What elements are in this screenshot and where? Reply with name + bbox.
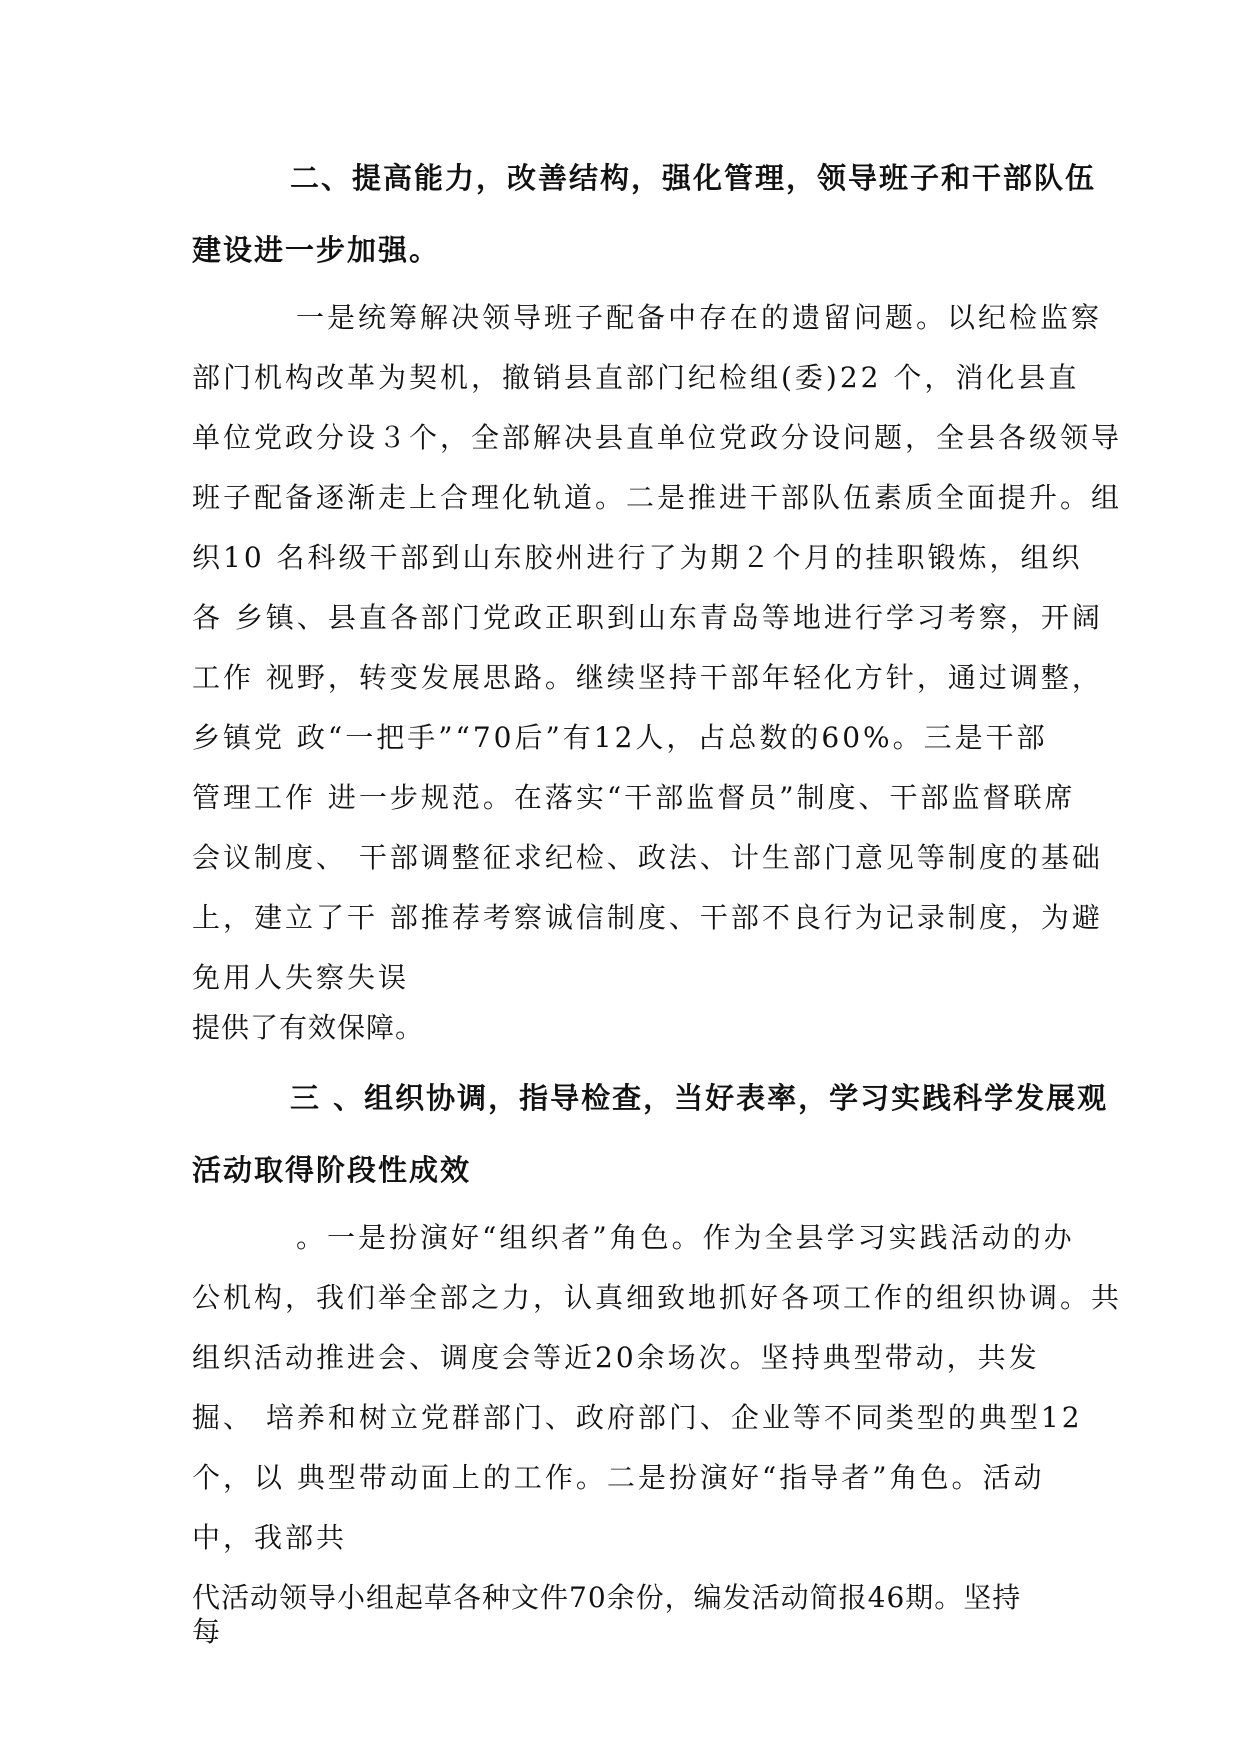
- section-2-paragraph-line: 部门机构改革为契机，撤销县直部门纪检组(委)22 个，消化县直: [192, 361, 1080, 394]
- section-3-paragraph-line: 代活动领导小组起草各种文件70余份，编发活动简报46期。坚持: [192, 1581, 1022, 1614]
- section-2-paragraph-line: 一是统筹解决领导班子配备中存在的遗留问题。以纪检监察: [296, 301, 1103, 334]
- section-3-paragraph-line: 中，我部共: [192, 1521, 348, 1554]
- section-2-paragraph-line: 会议制度、 干部调整征求纪检、政法、计生部门意见等制度的基础: [192, 841, 1103, 874]
- section-2-paragraph-line: 管理工作 进一步规范。在落实“干部监督员”制度、干部监督联席: [192, 781, 1076, 814]
- section-2-paragraph-line: 上，建立了干 部推荐考察诚信制度、干部不良行为记录制度，为避: [192, 901, 1103, 934]
- section-3-paragraph-line: 个，以 典型带动面上的工作。二是扮演好“指导者”角色。活动: [192, 1461, 1045, 1494]
- section-3-paragraph-line: 公机构，我们举全部之力，认真细致地抓好各项工作的组织协调。共: [192, 1281, 1123, 1314]
- section-2-paragraph-line: 免用人失察失误: [192, 961, 410, 994]
- section-2-paragraph-line: 织10 名科级干部到山东胶州进行了为期２个月的挂职锻炼，组织: [192, 541, 1083, 574]
- section-3-heading-line-2: 活动取得阶段性成效: [192, 1153, 472, 1187]
- section-3-heading-line-1: 三 、组织协调，指导检查，当好表率，学习实践科学发展观: [290, 1081, 1109, 1115]
- section-3-paragraph-line: 组织活动推进会、调度会等近20余场次。坚持典型带动，共发: [192, 1341, 1040, 1374]
- section-3-paragraph-line: 每: [192, 1615, 222, 1648]
- section-2-paragraph-line: 班子配备逐渐走上合理化轨道。二是推进干部队伍素质全面提升。组: [192, 481, 1123, 514]
- section-2-heading-line-2: 建设进一步加强。: [192, 233, 441, 267]
- section-3-paragraph-line: 掘、 培养和树立党群部门、政府部门、企业等不同类型的典型12: [192, 1401, 1083, 1434]
- section-2-paragraph-line: 提供了有效保障。: [192, 1011, 425, 1044]
- section-3-paragraph-line: 。一是扮演好“组织者”角色。作为全县学习实践活动的办: [296, 1221, 1075, 1254]
- section-2-paragraph-line: 单位党政分设３个，全部解决县直单位党政分设问题，全县各级领导: [192, 421, 1123, 454]
- section-2-paragraph-line: 乡镇党 政“一把手”“70后”有12人，占总数的60%。三是干部: [192, 721, 1048, 754]
- section-2-paragraph-line: 各 乡镇、县直各部门党政正职到山东青岛等地进行学习考察，开阔: [192, 601, 1103, 634]
- section-2-heading-line-1: 二、提高能力，改善结构，强化管理，领导班子和干部队伍: [290, 161, 1097, 195]
- section-2-paragraph-line: 工作 视野，转变发展思路。继续坚持干部年轻化方针，通过调整，: [192, 661, 1103, 694]
